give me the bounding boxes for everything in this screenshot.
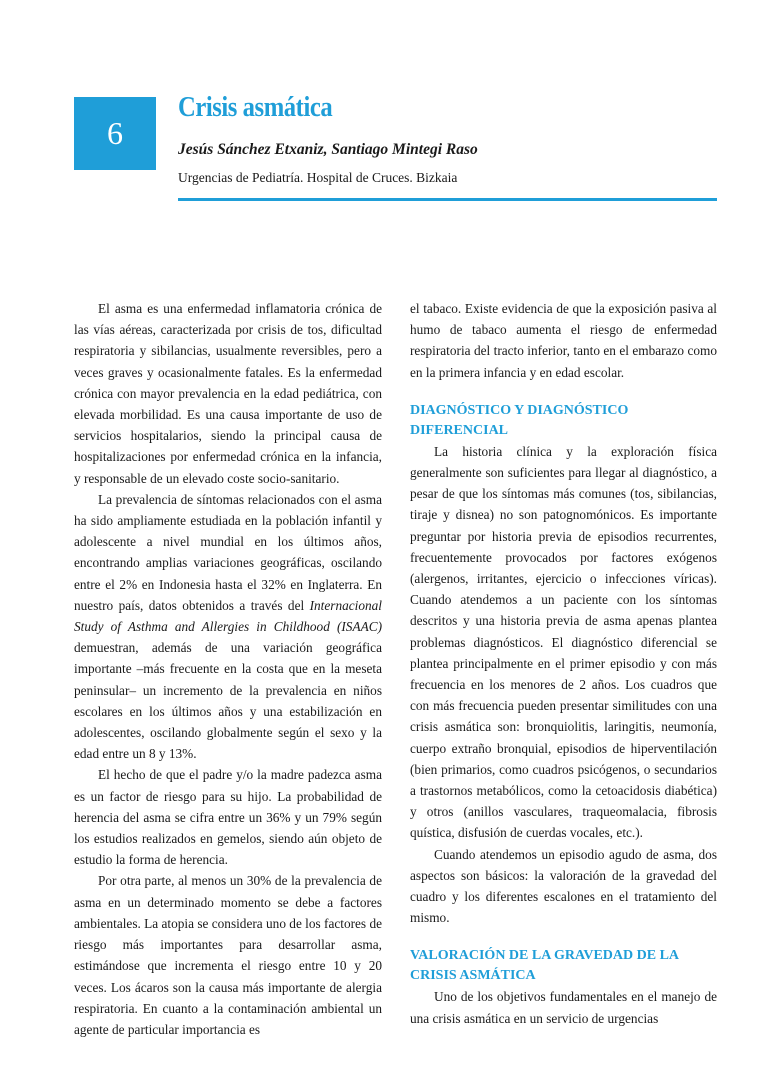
paragraph: La prevalencia de síntomas relacionados con el asma ha sido ampliamente estudiada en la población infantil y adolescente a nivel mundial en los últimos años, encontrando amplias variaciones geográficas, oscilando entre el 2% en Indonesia hasta el 32% en Inglaterra. En nuestro país, datos obtenidos a través del Internacional Study of Asthma and Allergies in Childhood (ISAAC) demuestran, además de una variación geográfica importante –más frecuente en la costa que en la meseta peninsular– un incremento de la prevalencia en niños escolares en los últimos años y una estabilización en adolescentes, oscilando globalmente según el sexo y la edad entre un 8 y 13%. (74, 491, 382, 762)
section-heading-valoracion: VALORACIÓN DE LA GRAVEDAD DE LA CRISIS ASMÁTICA (410, 948, 679, 984)
right-column (410, 298, 717, 1029)
chapter-number-box (74, 97, 156, 170)
authors: Jesús Sánchez Etxaniz, Santiago Mintegi Raso (178, 141, 478, 158)
header-rule (178, 198, 717, 201)
chapter-number: 6 (107, 115, 123, 151)
paragraph: el tabaco. Existe evidencia de que la exposición pasiva al humo de tabaco aumenta el riesgo de enfermedad respiratoria del tracto inferior, tanto en el embarazo como en la primera infancia y en edad escolar. (410, 301, 717, 380)
paragraph: El asma es una enfermedad inflamatoria crónica de las vías aéreas, caracterizada por crisis de tos, dificultad respiratoria y sibilancias, usualmente reversibles, pero a veces graves y ocasionalmente fatales. Es la enfermedad crónica con mayor prevalencia en la edad pediátrica, con elevada morbilidad. Es una causa importante de uso de servicios hospitalarios, siendo la principal causa de hospitalizaciones por enfermedad crónica en la infancia, y responsable de un elevado coste socio-sanitario. (74, 301, 382, 486)
paragraph: La historia clínica y la exploración física generalmente son suficientes para llegar al diagnóstico, a pesar de que los síntomas más comunes (tos, sibilancias, tiraje y disnea) no son patognomónicos. Es importante preguntar por historia previa de episodios recurrentes, frecuentemente provocados por factores exógenos (alergenos, irritantes, ejercicio o infecciones víricas). Cuando atendemos a un paciente con los síntomas descritos y una historia previa de asma apenas plantea problemas diagnósticos. El diagnóstico diferencial se plantea principalmente en el primer episodio y con más frecuencia en los menores de 2 años. Los cuadros que con más frecuencia pueden presentar similitudes con una crisis asmática son: bronquiolitis, laringitis, neumonía, cuerpo extraño bronquial, episodios de hiperventilación (bien primarios, como cuadros psicógenos, o secundarios a trastornos metabólicos, como la cetoacidosis diabética) y otros (anillos vasculares, traqueomalacia, fibrosis quística, disfusión de cuerdas vocales, etc.). (410, 443, 717, 841)
section-heading-diagnostico: DIAGNÓSTICO Y DIAGNÓSTICO DIFERENCIAL (410, 402, 629, 438)
left-column (74, 298, 382, 1040)
paragraph: Por otra parte, al menos un 30% de la prevalencia de asma en un determinado momento se debe a factores ambientales. La atopia se considera uno de los factores de riesgo más importantes para desarrollar asma, estimándose que incrementa el riesgo entre 10 y 20 veces. Los ácaros son la causa más importante de alergia respiratoria. En cuanto a la contaminación ambiental un agente de particular importancia es (74, 873, 382, 1037)
paragraph: Uno de los objetivos fundamentales en el manejo de una crisis asmática en un servicio de urgencias (410, 989, 717, 1026)
paragraph: El hecho de que el padre y/o la madre padezca asma es un factor de riesgo para su hijo. La probabilidad de herencia del asma se cifra entre un 36% y un 79% según los estudios realizados en gemelos, siendo aún objeto de estudio la forma de herencia. (74, 767, 382, 868)
paragraph: Cuando atendemos un episodio agudo de asma, dos aspectos son básicos: la valoración de la gravedad del cuadro y los diferentes escalones en el tratamiento del mismo. (410, 846, 717, 926)
chapter-title: Crisis asmática (178, 92, 333, 123)
affiliation: Urgencias de Pediatría. Hospital de Cruces. Bizkaia (178, 170, 458, 185)
study-name: Internacional Study of Asthma and Allergies in Childhood (ISAAC) (74, 597, 382, 635)
